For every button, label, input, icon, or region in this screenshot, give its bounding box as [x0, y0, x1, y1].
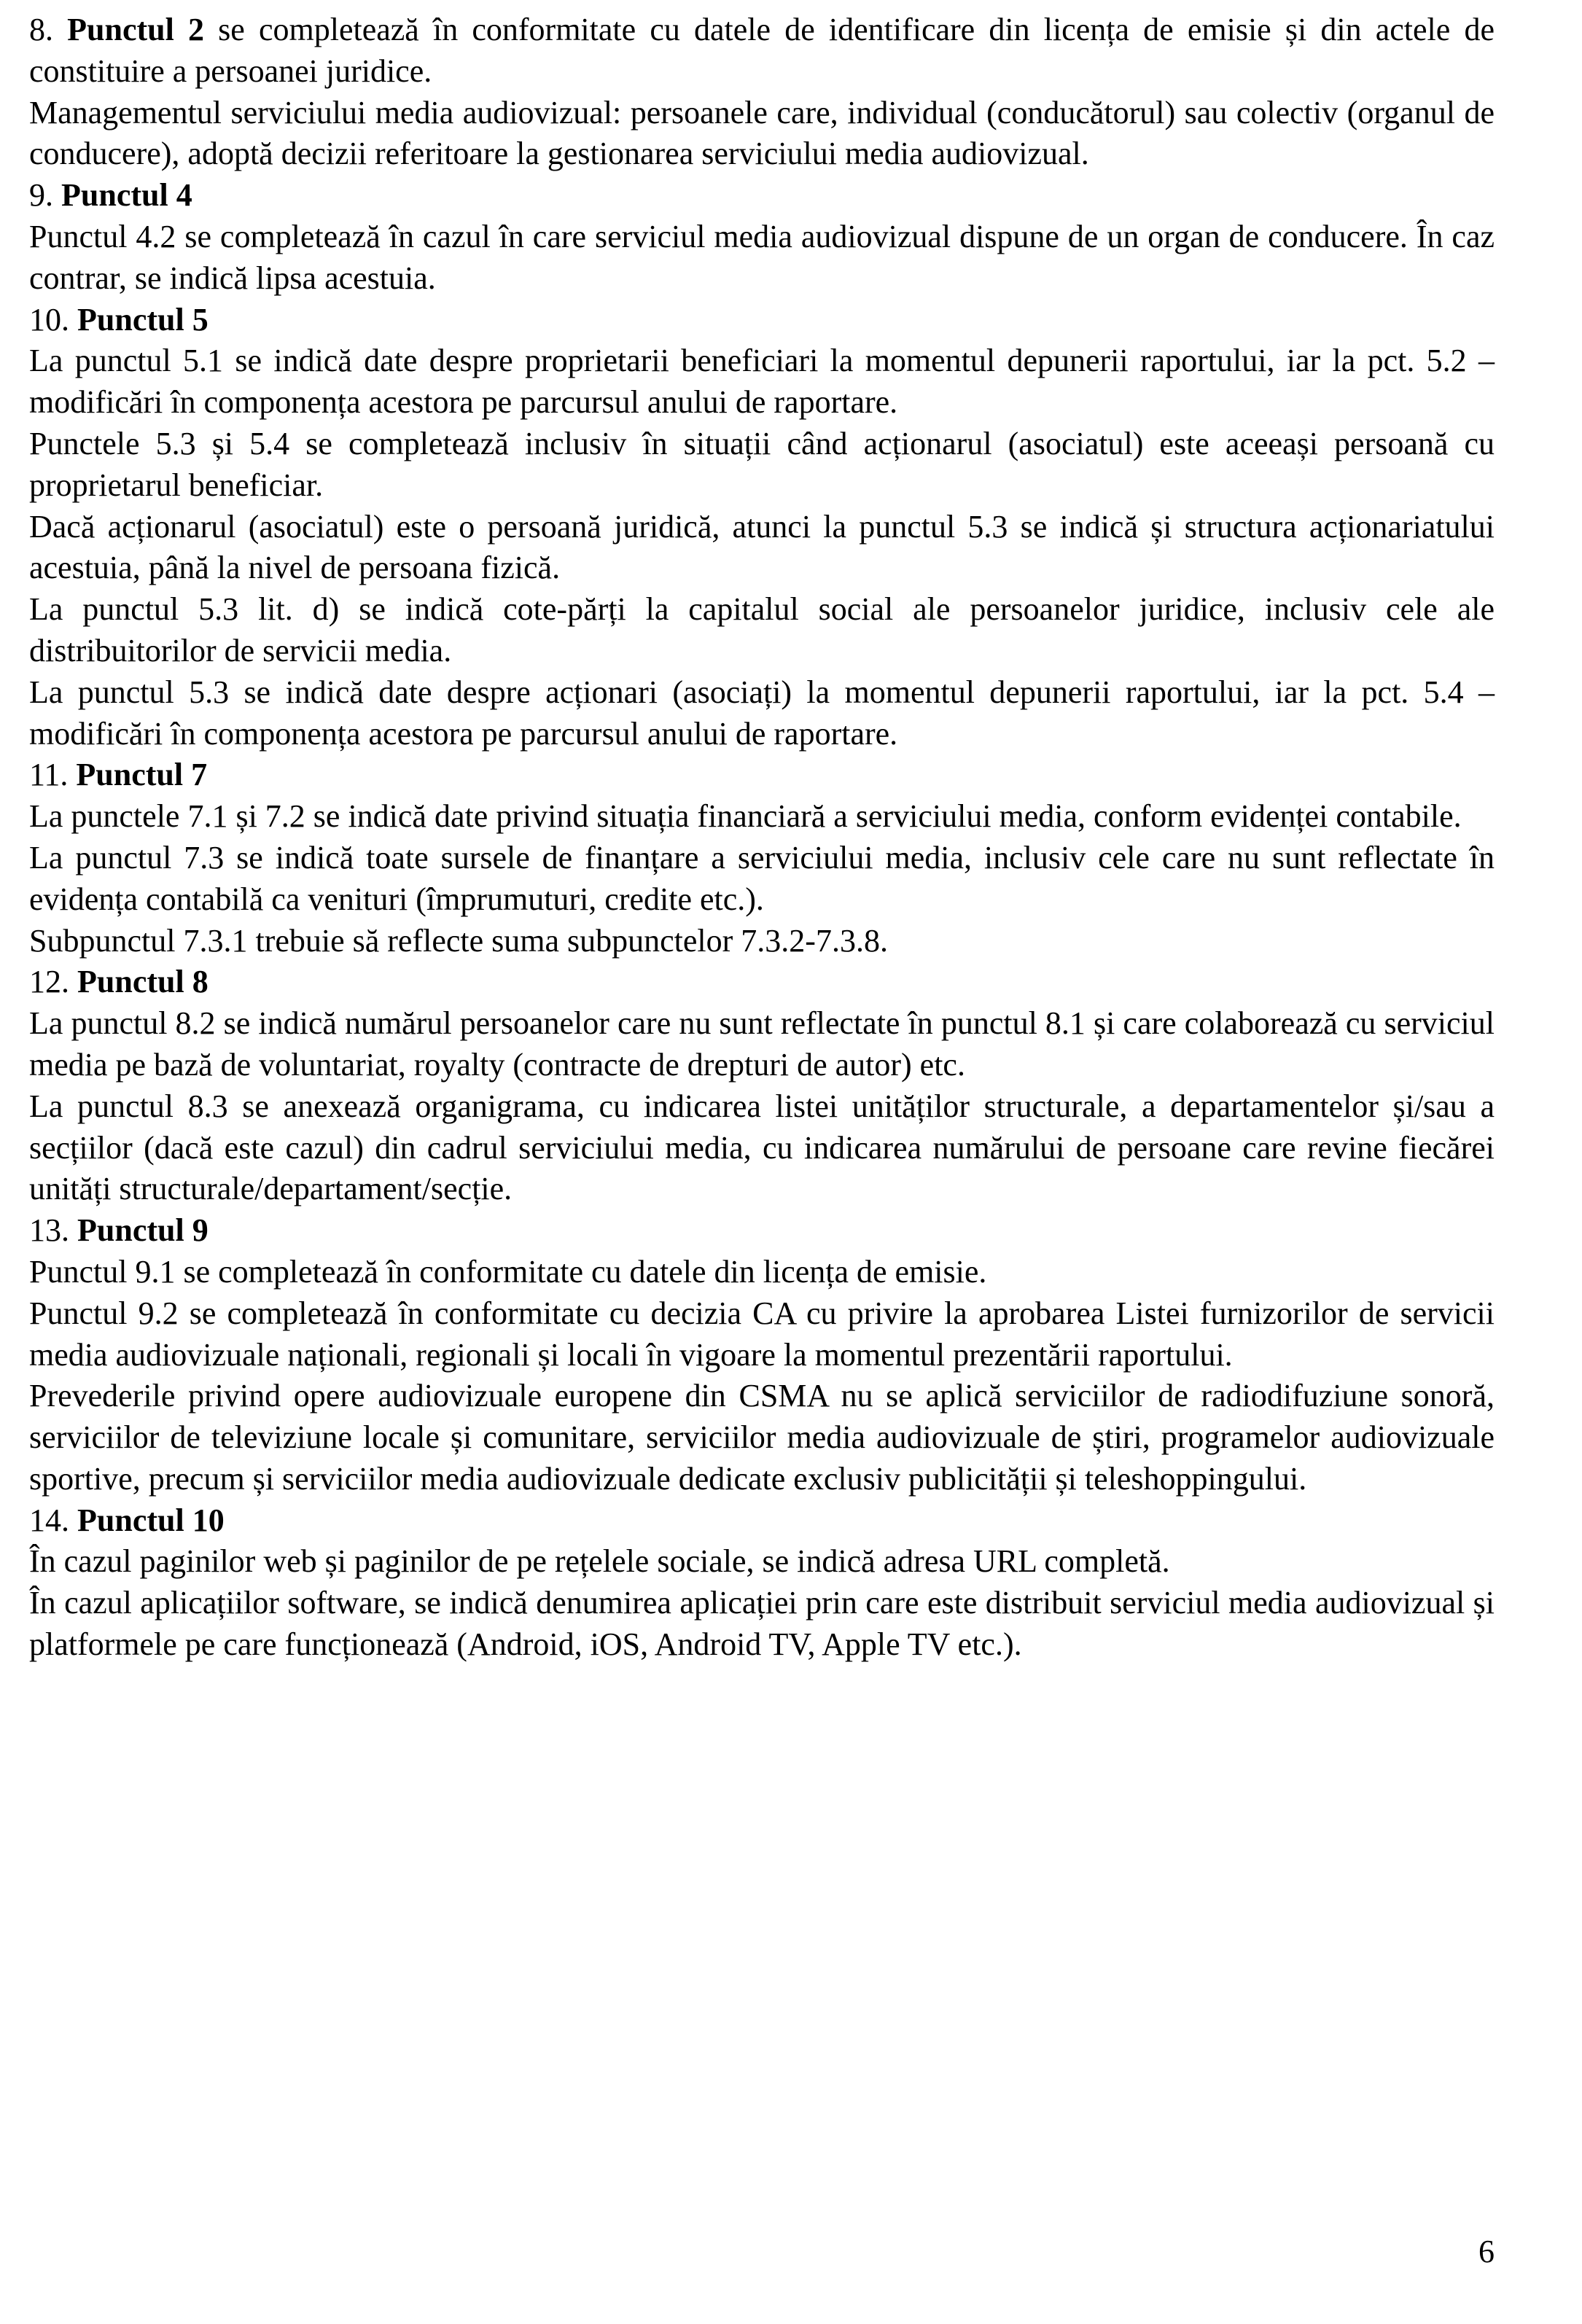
paragraph	[29, 424, 1495, 507]
text-segment: 12.	[29, 964, 77, 1000]
bold-text-segment: Punctul 7	[76, 757, 208, 793]
text-segment: La punctul 5.1 se indică date despre proprietarii beneficiari la momentul depunerii raportului, iar la pct. 5.2 – modificări în componența acestora pe parcursul anului de raportare.	[29, 343, 1495, 421]
paragraph	[29, 796, 1495, 838]
text-segment: 8.	[29, 12, 68, 47]
text-segment: 10.	[29, 301, 77, 338]
text-segment: În cazul aplicațiilor software, se indică denumirea aplicației prin care este distribuit serviciul media audiovizual și platformele pe care funcționează (Android, iOS, Android TV, Apple TV etc.).	[29, 1585, 1495, 1663]
paragraph	[29, 1583, 1495, 1666]
section-heading	[29, 175, 1495, 217]
text-segment: La punctul 5.3 se indică date despre acționari (asociați) la momentul depunerii raportului, iar la pct. 5.4 – modificări în componența acestora pe parcursul anului de raportare.	[29, 674, 1495, 752]
bold-text-segment: Punctul 5	[77, 301, 209, 338]
paragraph	[29, 93, 1495, 176]
bold-text-segment: Punctul 2	[67, 12, 205, 47]
text-segment: Punctul 9.1 se completează în conformitate cu datele din licența de emisie.	[29, 1253, 987, 1290]
text-segment: 11.	[29, 757, 77, 793]
paragraph	[29, 1086, 1495, 1210]
text-segment: La punctele 7.1 și 7.2 se indică date privind situația financiară a serviciului media, conform evidenței contabile.	[29, 798, 1462, 835]
paragraph	[29, 1293, 1495, 1376]
paragraph	[29, 507, 1495, 590]
text-segment: 13.	[29, 1212, 77, 1249]
text-segment: La punctul 5.3 lit. d) se indică cote-părți la capitalul social ale persoanelor juridice, inclusiv cele ale distribuitorilor de servicii media.	[29, 591, 1495, 668]
document-body	[29, 9, 1495, 1666]
bold-text-segment: Punctul 4	[61, 177, 192, 214]
paragraph	[29, 217, 1495, 300]
paragraph	[29, 1252, 1495, 1293]
bold-text-segment: Punctul 8	[77, 964, 209, 1000]
text-segment: Punctele 5.3 și 5.4 se completează inclusiv în situații când acționarul (asociatul) este aceeași persoană cu proprietarul beneficiar.	[29, 425, 1495, 503]
paragraph	[29, 921, 1495, 962]
text-segment: Punctul 4.2 se completează în cazul în care serviciul media audiovizual dispune de un organ de conducere. În caz contrar, se indică lipsa acestuia.	[29, 218, 1495, 296]
paragraph	[29, 9, 1495, 93]
paragraph	[29, 1003, 1495, 1086]
section-heading	[29, 1500, 1495, 1542]
text-segment: Punctul 9.2 se completează în conformitate cu decizia CA cu privire la aprobarea Listei furnizorilor de servicii media audiovizuale naționali, regionali și locali în vigoare la momentul prezentării raportului.	[29, 1295, 1495, 1373]
section-heading	[29, 962, 1495, 1003]
paragraph	[29, 672, 1495, 755]
text-segment: Dacă acționarul (asociatul) este o persoană juridică, atunci la punctul 5.3 se indică și structura acționariatului acestuia, până la nivel de persoana fizică.	[29, 508, 1495, 586]
page-number: 6	[1478, 2234, 1495, 2269]
section-heading	[29, 300, 1495, 341]
section-heading	[29, 1210, 1495, 1252]
text-segment: La punctul 8.3 se anexează organigrama, cu indicarea listei unităților structurale, a departamentelor și/sau a secțiilor (dacă este cazul) din cadrul serviciului media, cu indicarea numărului de persoane care revine fiecărei unități structurale/departament/secție.	[29, 1088, 1495, 1207]
text-segment: 9.	[29, 177, 61, 214]
paragraph	[29, 1541, 1495, 1583]
text-segment: La punctul 7.3 se indică toate sursele de finanțare a serviciului media, inclusiv cele care nu sunt reflectate în evidența contabilă ca venituri (împrumuturi, credite etc.).	[29, 839, 1495, 917]
text-segment: Managementul serviciului media audiovizual: persoanele care, individual (conducătorul) sau colectiv (organul de conducere), adoptă decizii referitoare la gestionarea serviciului media audiovizual.	[29, 94, 1495, 172]
text-segment: se completează în conformitate cu datele de identificare din licența de emisie și din actele de constituire a persoanei juridice.	[29, 12, 1495, 89]
section-heading	[29, 754, 1495, 796]
text-segment: Prevederile privind opere audiovizuale europene din CSMA nu se aplică serviciilor de radiodifuziune sonoră, serviciilor de televiziune locale și comunitare, serviciilor media audiovizuale de știri, programelor audiovizuale sportive, precum și serviciilor media audiovizuale dedicate exclusiv publicității și teleshoppingului.	[29, 1378, 1495, 1497]
bold-text-segment: Punctul 9	[77, 1212, 209, 1249]
paragraph	[29, 589, 1495, 672]
paragraph	[29, 1376, 1495, 1500]
text-segment: La punctul 8.2 se indică numărul persoanelor care nu sunt reflectate în punctul 8.1 și care colaborează cu serviciul media pe bază de voluntariat, royalty (contracte de drepturi de autor) etc.	[29, 1005, 1495, 1083]
bold-text-segment: Punctul 10	[77, 1502, 225, 1538]
text-segment: 14.	[29, 1502, 77, 1538]
paragraph	[29, 838, 1495, 921]
text-segment: În cazul paginilor web și paginilor de pe rețelele sociale, se indică adresa URL completă.	[29, 1543, 1170, 1580]
text-segment: Subpunctul 7.3.1 trebuie să reflecte suma subpunctelor 7.3.2-7.3.8.	[29, 922, 888, 959]
paragraph	[29, 340, 1495, 424]
